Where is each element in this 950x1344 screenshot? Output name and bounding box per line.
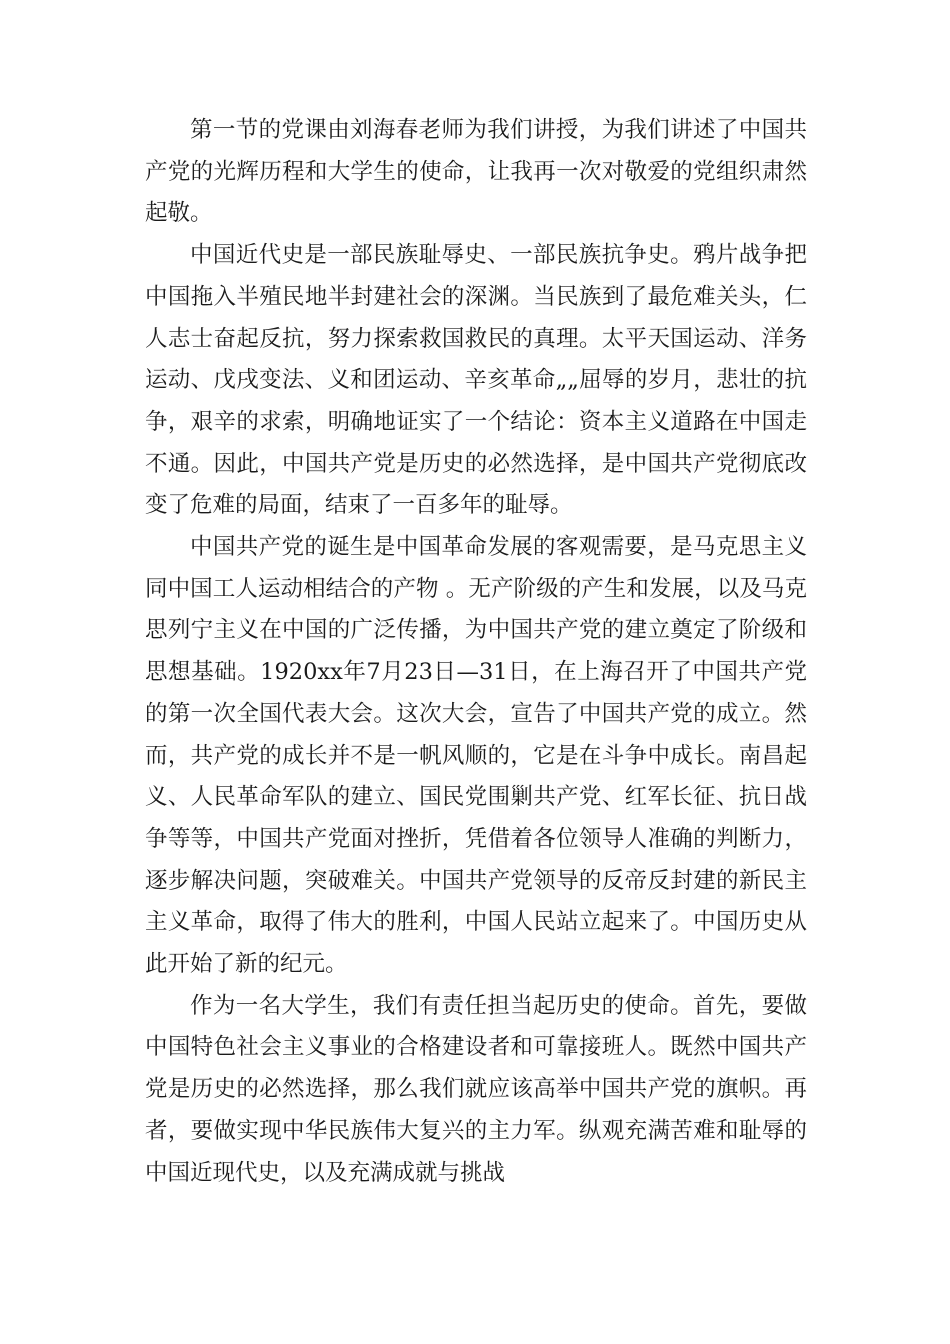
paragraph-modern-history: 中国近代史是一部民族耻辱史、一部民族抗争史。鸦片战争把中国拖入半殖民地半封建社会的深渊。当民族到了最危难关头，仁人志士奋起反抗，努力探索救国救民的真理。太平天国运动、洋务运动、戊戌变法、义和团运动、辛亥革命„„屈辱的岁月，悲壮的抗争，艰辛的求索，明确地证实了一个结论：资本主义道路在中国走不通。因此，中国共产党是历史的必然选择，是中国共产党彻底改变了危难的局面，结束了一百多年的耻辱。 <box>145 242 807 519</box>
document-page <box>145 110 807 1194</box>
paragraph-student-mission: 作为一名大学生，我们有责任担当起历史的使命。首先，要做中国特色社会主义事业的合格建设者和可靠接班人。既然中国共产党是历史的必然选择，那么我们就应该高举中国共产党的旗帜。再者，要做实现中华民族伟大复兴的主力军。纵观充满苦难和耻辱的中国近现代史，以及充满成就与挑战 <box>145 992 807 1186</box>
paragraph-party-lesson-intro: 第一节的党课由刘海春老师为我们讲授，为我们讲述了中国共产党的光辉历程和大学生的使命，让我再一次对敬爱的党组织肃然起敬。 <box>145 117 807 227</box>
paragraph-party-founding: 中国共产党的诞生是中国革命发展的客观需要，是马克思主义同中国工人运动相结合的产物 。无产阶级的产生和发展，以及马克思列宁主义在中国的广泛传播，为中国共产党的建立奠定了阶级和思想基础。1920xx年7月23日—31日，在上海召开了中国共产党的第一次全国代表大会。这次大会，宣告了中国共产党的成立。然而，共产党的成长并不是一帆风顺的，它是在斗争中成长。南昌起义、人民革命军队的建立、国民党围剿共产党、红军长征、抗日战争等等，中国共产党面对挫折，凭借着各位领导人准确的判断力，逐步解决问题，突破难关。中国共产党领导的反帝反封建的新民主主义革命，取得了伟大的胜利，中国人民站立起来了。中国历史从此开始了新的纪元。 <box>145 534 807 978</box>
